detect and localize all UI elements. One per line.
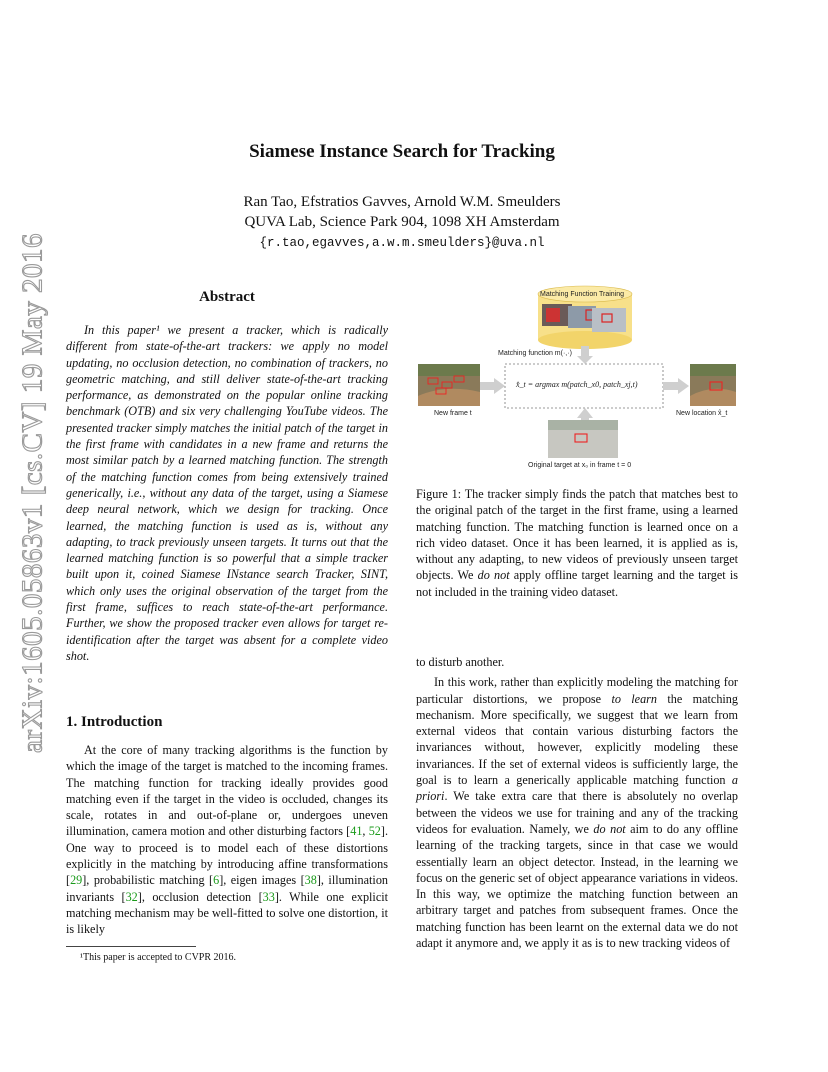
figure-1 [416, 284, 738, 474]
citation-link[interactable]: 38 [304, 873, 317, 888]
new-frame-label: New frame t [434, 410, 472, 417]
intro-text-c: ], probabilistic matching [ [82, 873, 214, 888]
right-arrow-icon [663, 378, 689, 394]
function-label: Matching function m(·,·) [498, 350, 572, 357]
intro-text-a: At the core of many tracking algorithms is the function by which the image of the target is matched to the incoming frames. The matching function for tracking ideally provides good matching even if the target in the video is occluded, changes its scale, rotates in and out-of-plane or, undergoes uneven illumination, camera motion and other disturbing factors [ [66, 743, 388, 839]
right-emphasis-1: to learn [611, 691, 658, 706]
footnote-rule [66, 946, 196, 947]
citation-link[interactable]: 32 [125, 889, 138, 904]
author-block [0, 192, 804, 232]
right-arrow-icon [480, 378, 505, 394]
author-affiliation: QUVA Lab, Science Park 904, 1098 XH Amsterdam [244, 214, 560, 230]
new-frame-image [418, 364, 480, 406]
intro-text-f: ], occlusion detection [ [137, 889, 263, 904]
author-names: Ran Tao, Efstratios Gavves, Arnold W.M. Smeulders [243, 194, 561, 210]
new-location-label: New location x̂_t [676, 410, 728, 417]
arxiv-identifier [8, 232, 58, 754]
right-emphasis-2: a priori [416, 773, 738, 804]
intro-paragraph: At the core of many tracking algorithms is the function by which the image of the target is matched to the incoming frames. The matching function for tracking ideally provides good matching even if the target in the video is occluded, changes its scale, rotates in and out-of-plane or, undergoes uneven illumination, camera motion and other disturbing factors [41, 52]. One way to proceed is to model each of these distortions explicitly in the matching by introducing affine transformations [29], probabilistic matching [6], eigen images [38], illumination invariants [32], occlusion detection [33]. While one explicit matching mechanism may be well-fitted to solve one distortion, it is likely [66, 743, 389, 937]
caption-text-a: Figure 1: The tracker simply finds the patch that matches best to the original patch of the target in the first frame, using a learned matching function. The matching function is learned once on a rich video dataset. Once it has been learned, it is applied as is, without any adapting, to new videos of previously unseen target objects. We [416, 487, 738, 583]
original-target-label: Original target at x₀ in frame t = 0 [528, 462, 632, 469]
citation-link[interactable]: 29 [70, 873, 83, 888]
right-text-b: the matching mechanism. More specifically, we suggest that we learn from external videos that contain various disturbing factors the invariances without, however, explicitly modeling these invariances. If the set of external videos is sufficiently large, the goal is to learn a generically applicable matching function [416, 691, 738, 788]
abstract-text: In this paper¹ we present a tracker, which is radically different from state-of-the-art trackers: we apply no model updating, no occlusion detection, no combination of trackers, no geometric matching, and still deliver state-of-the-art tracking performance, as demonstrated on the popular online tracking benchmark (OTB) and six very challenging YouTube videos. The presented tracker simply matches the initial patch of the target in the first frame with candidates in a new frame and returns the most similar patch by a learned matching function. The strength of the matching function comes from being extensively trained generically, i.e., without any data of the target, using a Siamese deep neural network, which we design for tracking. Once learned, the matching function is used as is, without any adapting, to track previously unseen targets. It turns out that the learned matching function is so powerful that a simple tracker built upon it, coined Siamese INstance search Tracker, SINT, which only uses the original observation of the target from the first frame, suffices to reach state-of-the-art performance. Further, we show the proposed tracker even allows for target re-identification after the target was absent for a complete video shot. [66, 323, 388, 663]
footnote: ¹This paper is accepted to CVPR 2016. [80, 952, 237, 963]
abstract-body [66, 322, 388, 664]
paper-title: Siamese Instance Search for Tracking [249, 141, 555, 162]
right-emphasis-3: do not [593, 821, 626, 836]
author-email: {r.tao,egavves,a.w.m.smeulders}@uva.nl [259, 236, 545, 250]
abstract-heading: Abstract [199, 289, 255, 305]
training-label: Matching Function Training [540, 291, 625, 298]
intro-text-d: ], eigen images [ [219, 873, 305, 888]
right-text-a: In this work, rather than explicitly modeling the matching for particular distortions, we propose [416, 675, 738, 706]
citation-link[interactable]: 52 [368, 824, 381, 839]
original-target-image [548, 420, 618, 458]
argmax-equation: x̂_t = argmax m(patch_x0, patch_xj,t) [516, 380, 638, 389]
right-paragraph-2 [416, 674, 738, 951]
figure-caption [416, 486, 738, 600]
intro-text-g: ]. While one explicit matching mechanism may be well-fitted to solve one distortion, it is likely [66, 889, 389, 937]
citation-link[interactable]: 6 [213, 873, 220, 888]
arxiv-identifier-text: arXiv:1605.05863v1 [cs.CV] 19 May 2016 [16, 232, 49, 754]
citation-link[interactable]: 33 [262, 889, 275, 904]
caption-text-b: apply offline target learning and the target is not included in the training video dataset. [416, 568, 738, 599]
caption-emphasis: do not [477, 568, 510, 583]
right-paragraph-1: to disturb another. [416, 655, 505, 669]
right-text-d: aim to do any offline learning of the tracking targets, since in that case we would essentially learn an object detector. Instead, in the learning we focus on the generic set of object appearance variations in videos. In this way, we optimize the matching function between an arbitrary target and patches from subsequent frames. Once the matching function has been learnt on the external data we do not adapt it anymore and, we apply it as is to new tracking videos of [416, 821, 738, 951]
intro-text-b: ]. One way to proceed is to model each of these distortions explicitly in the matching by introducing affine transformations [ [66, 824, 388, 888]
intro-text-e: ], illumination invariants [ [66, 873, 389, 904]
intro-heading: 1. Introduction [66, 714, 163, 730]
figure-diagram [416, 284, 738, 474]
citation-link[interactable]: 41 [350, 824, 363, 839]
right-text-c: . We take extra care that there is absolutely no overlap between the videos we use for training and any of the tracking videos for evaluation. Namely, we [416, 789, 738, 836]
right-column-text [416, 654, 738, 951]
new-location-image [690, 364, 736, 406]
